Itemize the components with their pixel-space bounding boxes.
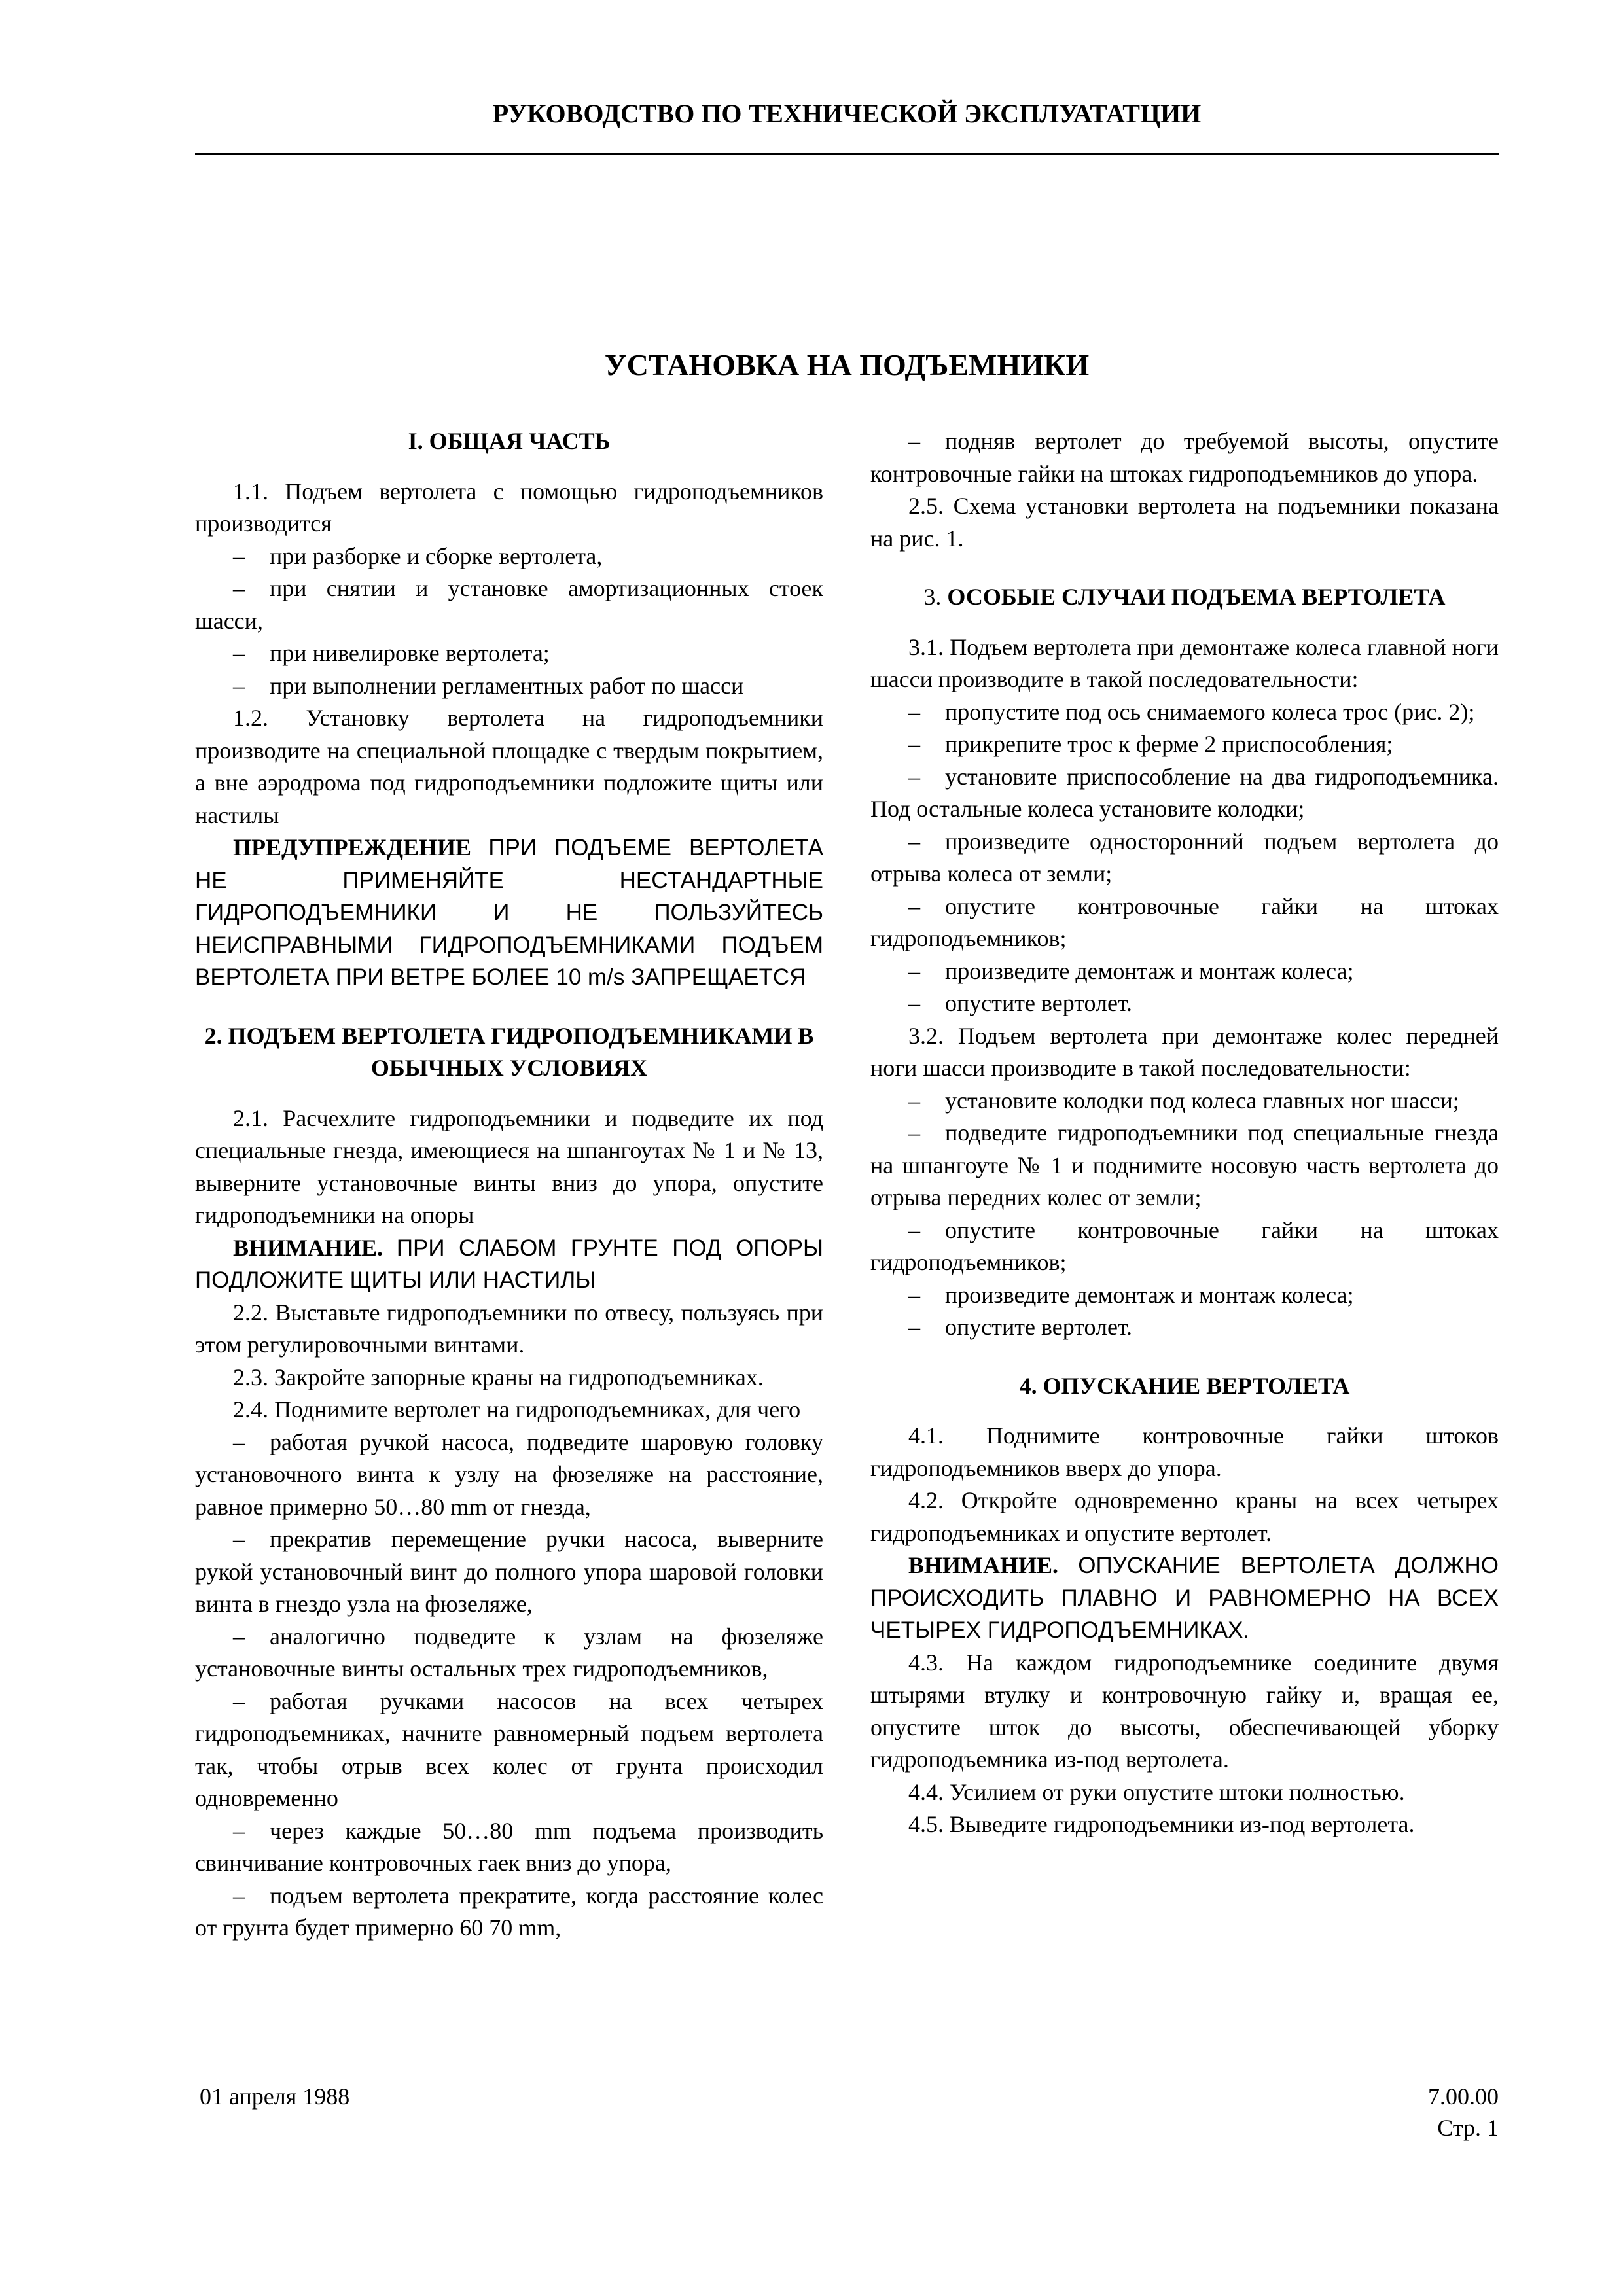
- list-item: – при нивелировке вертолета;: [195, 637, 823, 670]
- list-item: – подъем вертолета прекратите, когда расстояние колес от грунта будет примерно 60 70 mm,: [195, 1880, 823, 1945]
- dash-marker: –: [908, 428, 920, 454]
- section-4-heading: 4. ОПУСКАНИЕ ВЕРТОЛЕТА: [1019, 1372, 1350, 1399]
- list-item: – работая ручкой насоса, подведите шаровую головку установочного винта к узлу на фюзеляже на расстояние, равное примерно 50…80 mm от гнезда,: [195, 1426, 823, 1524]
- dash-marker: –: [908, 828, 920, 855]
- dash-marker: –: [233, 1817, 245, 1844]
- dash-marker: –: [908, 698, 920, 725]
- list-item: – при выполнении регламентных работ по шасси: [195, 670, 823, 703]
- warning-label: ПРЕДУПРЕЖДЕНИЕ: [233, 834, 472, 860]
- list-item: – подняв вертолет до требуемой высоты, опустите контровочные гайки на штоках гидроподъемников до упора.: [870, 425, 1499, 490]
- dash-marker: –: [233, 542, 245, 569]
- paragraph-4-5: 4.5. Выведите гидроподъемники из-под вертолета.: [908, 1811, 1415, 1837]
- list-item: – опустите контровочные гайки на штоках гидроподъемников;: [870, 891, 1499, 955]
- list-item: – произведите демонтаж и монтаж колеса;: [870, 1279, 1499, 1312]
- attention-block: [195, 1232, 823, 1297]
- list-item: – при разборке и сборке вертолета,: [195, 540, 823, 573]
- list-item: – пропустите под ось снимаемого колеса трос (рис. 2);: [870, 696, 1499, 729]
- section-3-title: ОСОБЫЕ СЛУЧАИ ПОДЪЕМА ВЕРТОЛЕТА: [947, 584, 1446, 610]
- dash-marker: –: [908, 1216, 920, 1243]
- footer-page-number: Стр. 1: [1437, 2115, 1499, 2141]
- footer-info: [1368, 2081, 1499, 2144]
- section-3-number: 3.: [923, 584, 942, 610]
- paragraph-1-2: 1.2. Установку вертолета на гидроподъемники производите на специальной площадке с твердым покрытием, а вне аэродрома под гидроподъемники подложите щиты или настилы: [195, 705, 823, 828]
- list-item: – прикрепите трос к ферме 2 приспособления;: [870, 728, 1499, 761]
- left-column: [195, 425, 823, 1945]
- list-item: – опустите вертолет.: [870, 987, 1499, 1020]
- header-divider: [195, 153, 1499, 155]
- dash-marker: –: [233, 1623, 245, 1650]
- document-title: УСТАНОВКА НА ПОДЪЕМНИКИ: [604, 348, 1090, 381]
- paragraph-2-5: 2.5. Схема установки вертолета на подъемники показана на рис. 1.: [870, 493, 1499, 552]
- dash-marker: –: [908, 957, 920, 984]
- list-item: – произведите односторонний подъем вертолета до отрыва колеса от земли;: [870, 826, 1499, 891]
- paragraph-4-1: 4.1. Поднимите контровочные гайки штоков гидроподъемников вверх до упора.: [870, 1422, 1499, 1481]
- list-item: – опустите контровочные гайки на штоках гидроподъемников;: [870, 1214, 1499, 1279]
- paragraph-2-4: 2.4. Поднимите вертолет на гидроподъемниках, для чего: [233, 1396, 801, 1422]
- dash-marker: –: [908, 1120, 920, 1146]
- dash-marker: –: [233, 640, 245, 666]
- list-item: – через каждые 50…80 mm подъема производить свинчивание контровочных гаек вниз до упора,: [195, 1815, 823, 1880]
- warning-text: ПРИ ПОДЪЕМЕ ВЕРТОЛЕТА НЕ ПРИМЕНЯЙТЕ НЕСТАНДАРТНЫЕ ГИДРОПОДЪЕМНИКИ И НЕ ПОЛЬЗУЙТЕСЬ НЕИСПРАВНЫМИ ГИДРОПОДЪЕМНИКАМИ ПОДЪЕМ ВЕРТОЛЕТА ПРИ ВЕТРЕ БОЛЕЕ 10 m/s ЗАПРЕЩАЕТСЯ: [195, 835, 823, 990]
- dash-marker: –: [908, 1087, 920, 1114]
- running-header: РУКОВОДСТВО ПО ТЕХНИЧЕСКОЙ ЭКСПЛУАТАТЦИИ: [492, 99, 1202, 128]
- warning-block: [195, 832, 823, 994]
- dash-marker: –: [908, 990, 920, 1016]
- list-item: – при снятии и установке амортизационных стоек шасси,: [195, 573, 823, 637]
- list-item: – работая ручками насосов на всех четырех гидроподъемниках, начните равномерный подъем вертолета так, чтобы отрыв всех колес от грунта происходил одновременно: [195, 1686, 823, 1815]
- list-item: – произведите демонтаж и монтаж колеса;: [870, 955, 1499, 988]
- paragraph-2-2: 2.2. Выставьте гидроподъемники по отвесу, пользуясь при этом регулировочными винтами.: [195, 1299, 823, 1358]
- dash-marker: –: [233, 1428, 245, 1455]
- footer-doc-number: 7.00.00: [1428, 2083, 1499, 2110]
- paragraph-1-1: 1.1. Подъем вертолета с помощью гидроподъемников производится: [195, 478, 823, 537]
- attention-block: [870, 1549, 1499, 1647]
- list-item: – опустите вертолет.: [870, 1311, 1499, 1344]
- paragraph-4-4: 4.4. Усилием от руки опустите штоки полностью.: [908, 1778, 1405, 1805]
- dash-marker: –: [233, 575, 245, 601]
- dash-marker: –: [908, 1314, 920, 1340]
- paragraph-2-1: 2.1. Расчехлите гидроподъемники и подведите их под специальные гнезда, имеющиеся на шпангоутах № 1 и № 13, выверните установочные винты вниз до упора, опустите гидроподъемники на опоры: [195, 1104, 823, 1228]
- attention-label: ВНИМАНИЕ.: [908, 1552, 1059, 1578]
- list-item: – подведите гидроподъемники под специальные гнезда на шпангоуте № 1 и поднимите носовую часть вертолета до отрыва передних колес от земли;: [870, 1117, 1499, 1214]
- section-3-heading: [870, 581, 1499, 614]
- section-1-heading: I. ОБЩАЯ ЧАСТЬ: [408, 428, 611, 454]
- paragraph-4-2: 4.2. Откройте одновременно краны на всех четырех гидроподъемниках и опустите вертолет.: [870, 1487, 1499, 1546]
- right-column: [870, 425, 1499, 1841]
- footer-date: 01 апреля 1988: [200, 2083, 350, 2110]
- list-item: – установите приспособление на два гидроподъемника. Под остальные колеса установите колодки;: [870, 761, 1499, 826]
- paragraph-3-2: 3.2. Подъем вертолета при демонтаже колес передней ноги шасси производите в такой последовательности:: [870, 1022, 1499, 1081]
- dash-marker: –: [908, 763, 920, 790]
- dash-marker: –: [908, 892, 920, 919]
- dash-marker: –: [233, 672, 245, 699]
- dash-marker: –: [908, 731, 920, 757]
- dash-marker: –: [233, 1882, 245, 1909]
- section-2-heading: 2. ПОДЪЕМ ВЕРТОЛЕТА ГИДРОПОДЪЕМНИКАМИ В ОБЫЧНЫХ УСЛОВИЯХ: [204, 1022, 814, 1081]
- dash-marker: –: [233, 1687, 245, 1714]
- dash-marker: –: [233, 1526, 245, 1552]
- paragraph-2-3: 2.3. Закройте запорные краны на гидроподъемниках.: [233, 1364, 764, 1390]
- attention-label: ВНИМАНИЕ.: [233, 1234, 383, 1261]
- list-item: – прекратив перемещение ручки насоса, выверните рукой установочный винт до полного упора шаровой головки винта в гнездо узла на фюзеляже,: [195, 1523, 823, 1621]
- attention-text: ПРИ СЛАБОМ ГРУНТЕ ПОД ОПОРЫ ПОДЛОЖИТЕ ЩИТЫ ИЛИ НАСТИЛЫ: [195, 1235, 823, 1293]
- dash-marker: –: [908, 1281, 920, 1308]
- paragraph-3-1: 3.1. Подъем вертолета при демонтаже колеса главной ноги шасси производите в такой последовательности:: [870, 633, 1499, 692]
- attention-text: ОПУСКАНИЕ ВЕРТОЛЕТА ДОЛЖНО ПРОИСХОДИТЬ ПЛАВНО И РАВНОМЕРНО НА ВСЕХ ЧЕТЫРЕХ ГИДРОПОДЪЕМНИКАХ.: [870, 1553, 1499, 1643]
- paragraph-4-3: 4.3. На каждом гидроподъемнике соедините двумя штырями втулку и контровочную гайку и, вращая ее, опустите шток до высоты, обеспечивающей уборку гидроподъемника из-под вертолета.: [870, 1649, 1499, 1773]
- list-item: – установите колодки под колеса главных ног шасси;: [870, 1085, 1499, 1118]
- list-item: – аналогично подведите к узлам на фюзеляже установочные винты остальных трех гидроподъемников,: [195, 1621, 823, 1686]
